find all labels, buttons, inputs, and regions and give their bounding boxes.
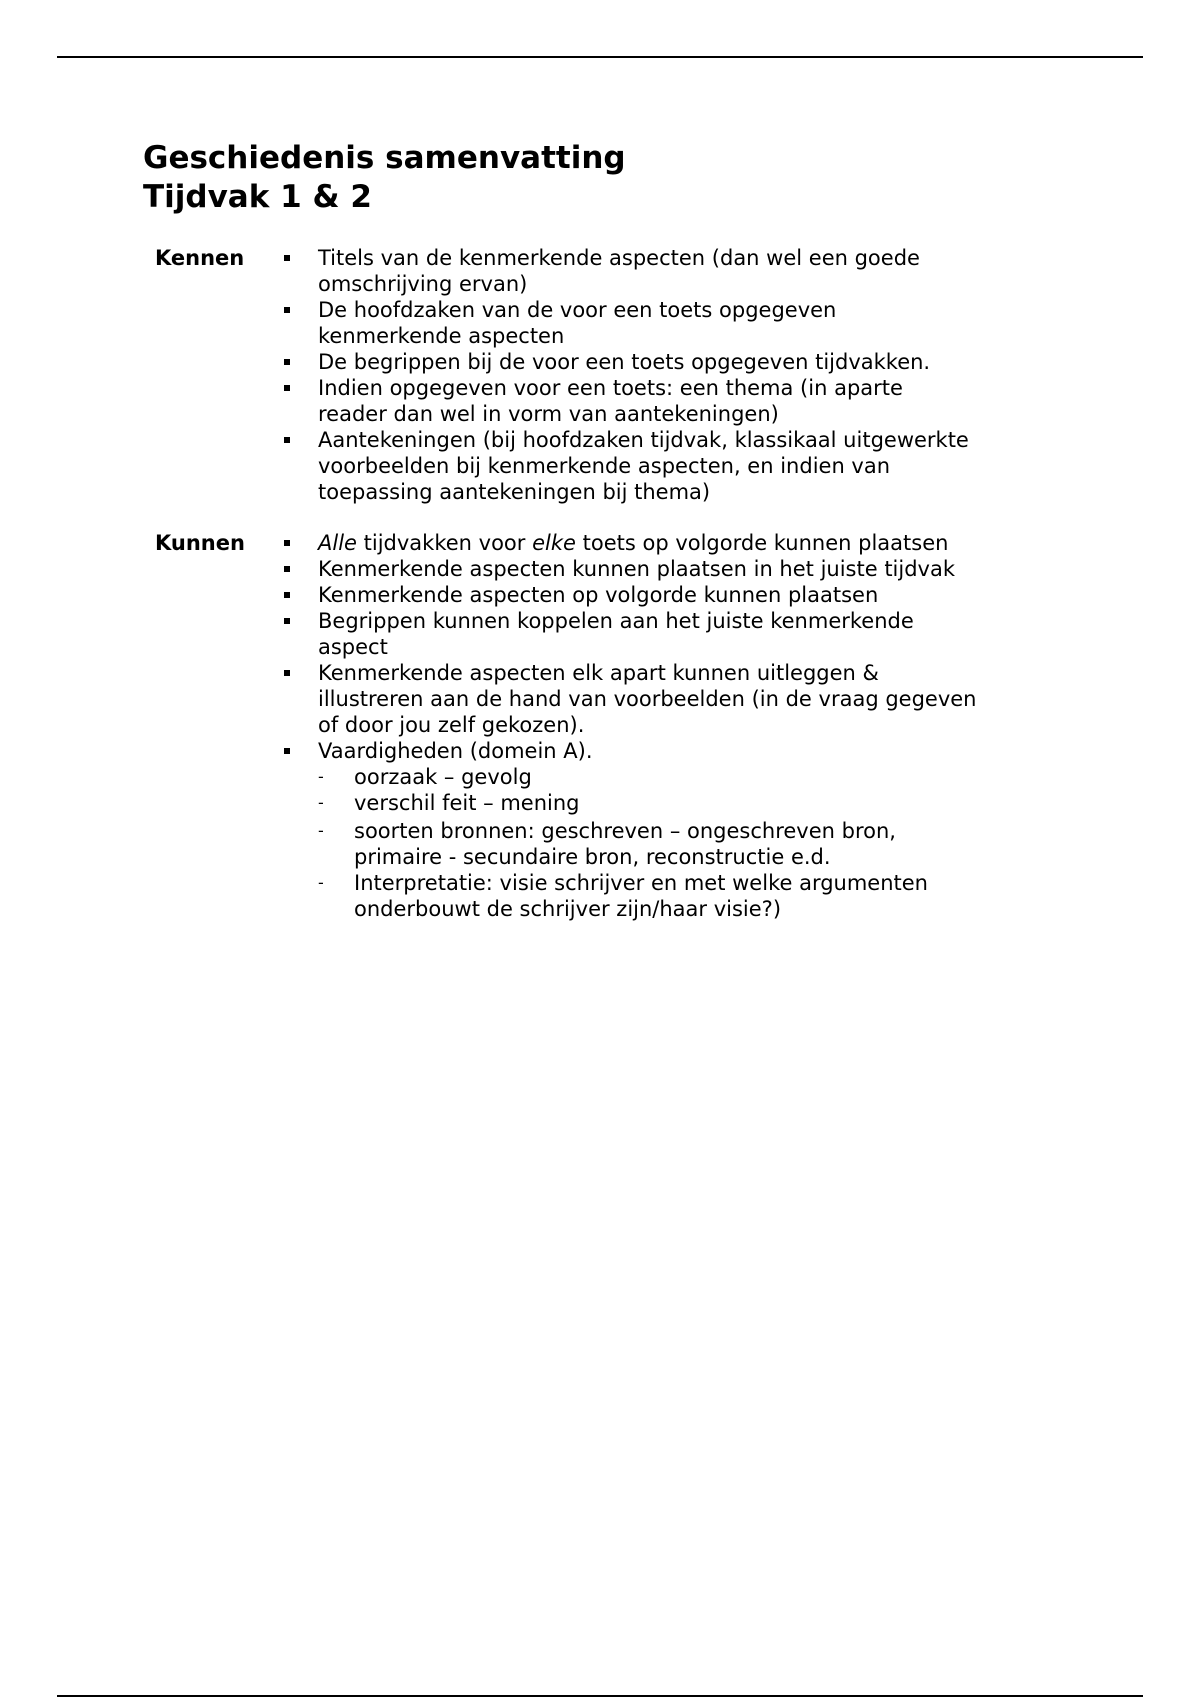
dash-icon: -: [318, 873, 324, 892]
list-item: Indien opgegeven voor een toets: een thema (in aparte reader dan wel in vorm van aantekeningen): [318, 375, 978, 427]
sub-list-item: - oorzaak – gevolg: [318, 765, 532, 789]
list-item: Alle tijdvakken voor elke toets op volgorde kunnen plaatsen: [318, 530, 978, 556]
bullet-square-icon: [284, 566, 290, 572]
title-line-1: Geschiedenis samenvatting: [143, 140, 626, 176]
vaardigheden-sublist: [318, 764, 978, 922]
dash-icon: -: [318, 793, 324, 812]
bullet-square-icon: [284, 385, 290, 391]
kennen-list: [318, 245, 978, 505]
emphasis-text: elke: [532, 531, 576, 555]
bullet-square-icon: [284, 255, 290, 261]
list-item: Kenmerkende aspecten elk apart kunnen uitleggen & illustreren aan de hand van voorbeelden (in de vraag gegeven of door jou zelf gekozen).: [318, 660, 978, 738]
kunnen-list: [318, 530, 978, 922]
bullet-square-icon: [284, 618, 290, 624]
bullet-square-icon: [284, 307, 290, 313]
sub-list-item: - verschil feit – mening: [318, 791, 580, 815]
list-item: De begrippen bij de voor een toets opgegeven tijdvakken.: [318, 349, 978, 375]
list-item: Begrippen kunnen koppelen aan het juiste kenmerkende aspect: [318, 608, 978, 660]
list-item: Aantekeningen (bij hoofdzaken tijdvak, klassikaal uitgewerkte voorbeelden bij kenmerkende aspecten, en indien van toepassing aantekeningen bij thema): [318, 427, 978, 505]
list-item: Kenmerkende aspecten kunnen plaatsen in het juiste tijdvak: [318, 556, 978, 582]
list-item: De hoofdzaken van de voor een toets opgegeven kenmerkende aspecten: [318, 297, 978, 349]
bullet-square-icon: [284, 748, 290, 754]
bullet-square-icon: [284, 540, 290, 546]
kunnen-label: Kunnen: [155, 531, 245, 555]
sub-list-item: - Interpretatie: visie schrijver en met welke argumenten onderbouwt de schrijver zijn/haar visie?): [318, 871, 928, 921]
bullet-square-icon: [284, 437, 290, 443]
list-item: Kenmerkende aspecten op volgorde kunnen plaatsen: [318, 582, 978, 608]
bullet-square-icon: [284, 359, 290, 365]
dash-icon: -: [318, 821, 324, 840]
dash-icon: -: [318, 767, 324, 786]
kennen-label: Kennen: [155, 246, 245, 270]
footer-rule: [57, 1695, 1143, 1697]
sub-list-item: - soorten bronnen: geschreven – ongeschreven bron, primaire - secundaire bron, reconstructie e.d.: [318, 819, 896, 869]
emphasis-text: Alle: [318, 531, 357, 555]
document-title: [143, 139, 626, 217]
list-item: Vaardigheden (domein A). - oorzaak – gevolg - verschil feit – mening - soorten bronnen: geschreven – ongeschreven bron, primaire - secundaire bron, reconstructie e.d. - Interpretatie: visie schrijver en met welke argumenten onderbouwt de schrijver zijn/haar visie?): [318, 738, 978, 922]
bullet-square-icon: [284, 670, 290, 676]
bullet-square-icon: [284, 592, 290, 598]
list-item: Titels van de kenmerkende aspecten (dan wel een goede omschrijving ervan): [318, 245, 978, 297]
title-line-2: Tijdvak 1 & 2: [143, 179, 372, 215]
header-rule: [57, 56, 1143, 58]
